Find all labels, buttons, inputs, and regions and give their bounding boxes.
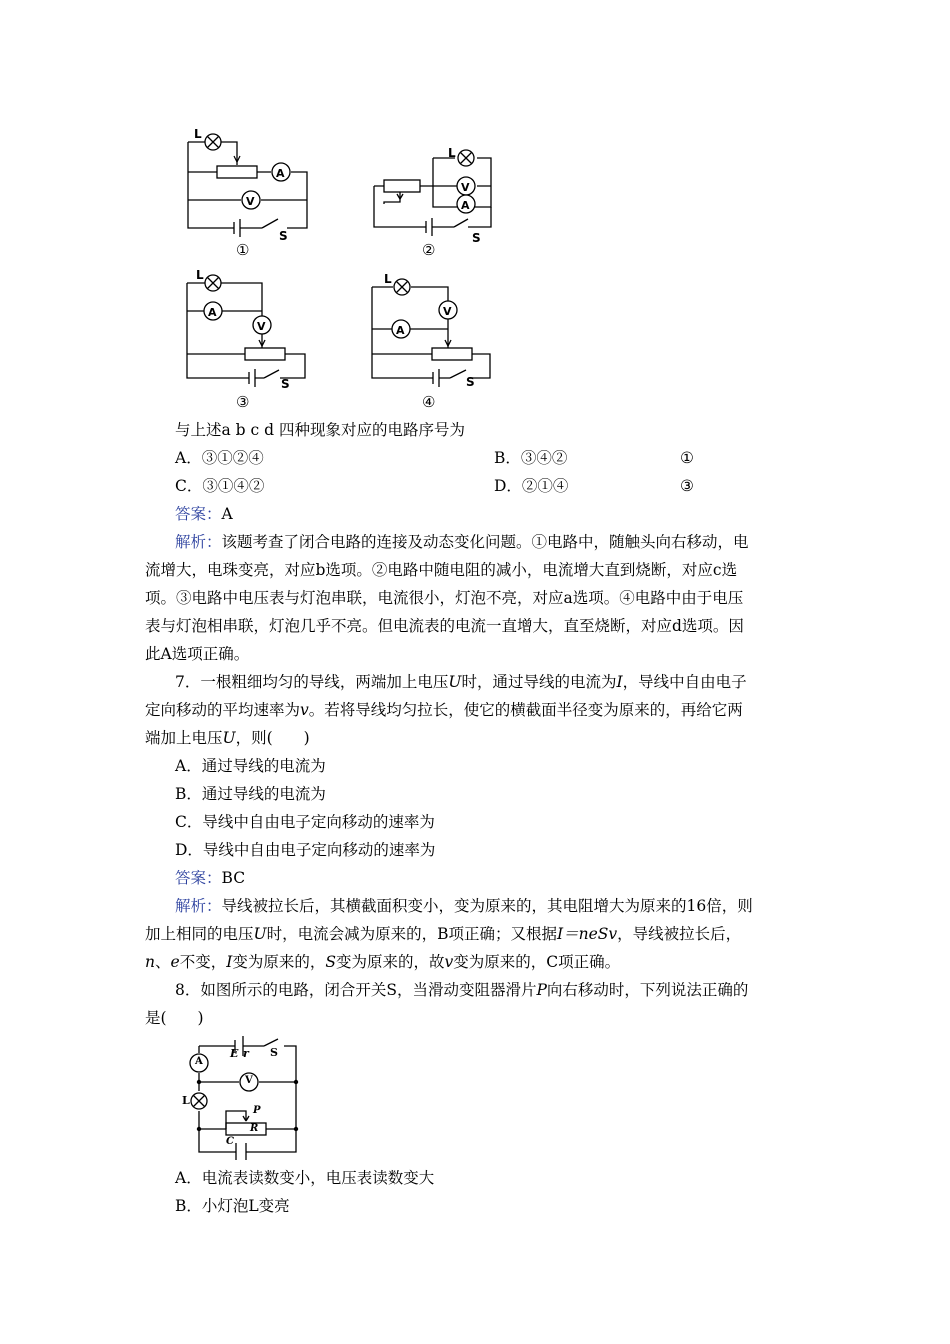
svg-text:L: L [384,272,392,286]
q8-label-V: V [245,1075,253,1086]
q8-label-S: S [270,1046,278,1059]
svg-text:A: A [461,199,470,212]
svg-text:L: L [194,127,202,141]
q6-analysis-line-2: 流增大，电珠变亮，对应b选项。②电路中随电阻的减小，电流增大直到烧断，对应c选 [145,561,738,579]
q8-option-a: A．电流表读数变小，电压表读数变大 [175,1169,435,1187]
q6-analysis-line-4: 表与灯泡相串联，灯泡几乎不亮。但电流表的电流一直增大，直至烧断，对应d选项。因 [145,617,744,635]
q6-option-d-tail: ③ [680,477,694,495]
q7-stem-line-3: 端加上电压U，则( ) [145,729,310,747]
circuit-label-1: ① [236,241,250,259]
q8-label-P: P [253,1105,261,1116]
svg-text:V: V [257,320,266,333]
answer-value: A [221,505,233,523]
circuit-1 [188,134,307,237]
q8-option-b: B．小灯泡L变亮 [175,1197,290,1215]
q7-option-c: C．导线中自由电子定向移动的速率为 [175,813,435,831]
circuit-3 [187,275,305,387]
q7-analysis-line-3: n、e不变，I变为原来的，S变为原来的，故v变为原来的，C项正确。 [145,953,621,971]
q7-option-d: D．导线中自由电子定向移动的速率为 [175,841,436,859]
analysis-text: 该题考查了闭合电路的连接及动态变化问题。①电路中，随触头向右移动，电 [221,533,749,551]
q7-analysis-line-2: 加上相同的电压U时，电流会减为原来的，B项正确；又根据I＝neSv，导线被拉长后， [145,925,742,943]
q6-analysis-line-1 [175,532,749,552]
q7-answer: 答案：BC [175,869,246,887]
answer-label: 答案： [175,505,222,523]
svg-text:V: V [461,181,470,194]
svg-text:A: A [396,324,405,337]
circuit-diagrams [0,0,950,420]
circuit-4 [372,279,490,387]
circuit-label-3: ③ [236,393,250,411]
q6-option-c: C．③①④② [175,477,265,495]
svg-text:L: L [196,268,204,282]
q6-option-d: D．②①④ [494,477,569,495]
q8-stem-line-1: 8．如图所示的电路，闭合开关S，当滑动变阻器滑片P向右移动时，下列说法正确的 [175,981,749,999]
q6-option-b-tail: ① [680,449,694,467]
q7-stem-line-2: 定向移动的平均速率为v。若将导线均匀拉长，使它的横截面半径变为原来的，再给它两 [145,701,743,719]
q7-option-a: A．通过导线的电流为 [175,757,326,775]
analysis-label: 解析： [175,533,222,551]
q7-option-b: B．通过导线的电流为 [175,785,326,803]
svg-text:S: S [279,229,288,243]
q8-label-E: E [230,1047,239,1060]
q8-label-r: r [243,1047,249,1060]
q6-option-b: B．③④② [494,449,568,467]
q8-label-L: L [182,1094,190,1107]
q6-analysis-line-5: 此A选项正确。 [145,645,250,663]
q6-answer [175,504,233,524]
circuit-2 [374,150,491,236]
q8-circuit [0,1030,950,1160]
q8-label-A: A [195,1056,203,1067]
circuit-label-2: ② [422,241,436,259]
svg-text:V: V [246,195,255,208]
circuit-label-4: ④ [422,393,436,411]
svg-text:S: S [281,377,290,391]
q6-option-a: A．③①②④ [175,449,264,467]
svg-text:L: L [448,146,456,160]
q8-label-R: R [250,1123,259,1134]
svg-text:A: A [208,306,217,319]
svg-text:S: S [472,231,481,245]
svg-text:S: S [466,375,475,389]
q7-stem-line-1: 7．一根粗细均匀的导线，两端加上电压U时，通过导线的电流为I，导线中自由电子 [175,673,747,691]
q6-analysis-line-3: 项。③电路中电压表与灯泡串联，电流很小，灯泡不亮，对应a选项。④电路中由于电压 [145,589,744,607]
svg-text:A: A [276,167,285,180]
q6-stem: 与上述a b c d 四种现象对应的电路序号为 [175,421,465,439]
q7-analysis-line-1: 解析：导线被拉长后，其横截面积变小，变为原来的，其电阻增大为原来的16倍，则 [175,897,753,915]
q8-stem-line-2: 是( ) [145,1009,204,1027]
q8-label-C: C [226,1136,234,1147]
svg-text:V: V [443,305,452,318]
